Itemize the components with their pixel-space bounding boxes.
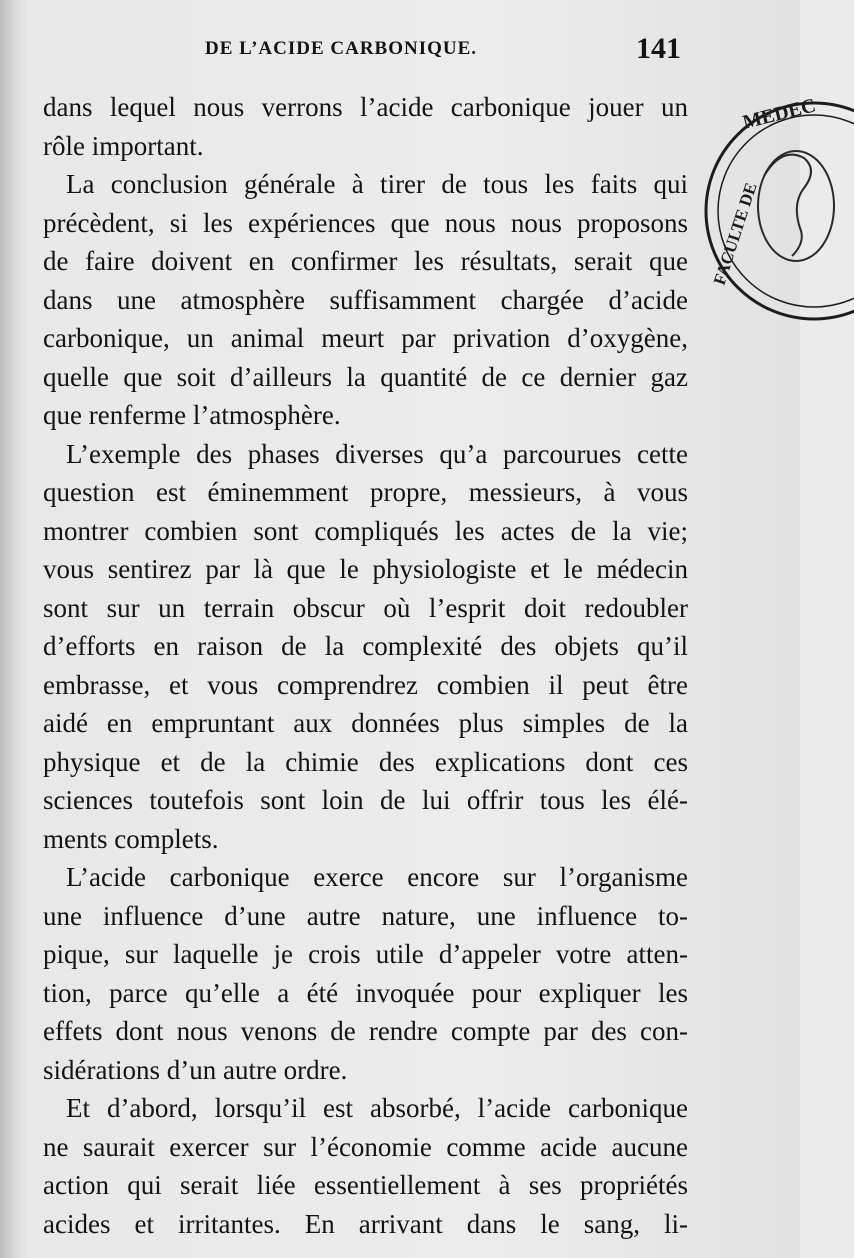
body-text xyxy=(43,88,688,1243)
text-line: sidérations d’un autre ordre. xyxy=(43,1054,348,1085)
text-line: Et d’abord, lorsqu’il est absorbé, l’acide carbonique xyxy=(66,1093,688,1123)
text-line: ments complets. xyxy=(43,823,219,854)
text-line: aidé en empruntant aux données plus simples de la xyxy=(43,708,688,738)
text-line: d’efforts en raison de la complexité des objets qu’il xyxy=(43,631,688,661)
stamp-text-top: MEDEC xyxy=(740,94,819,134)
text-line: action qui serait liée essentiellement à ses propriétés xyxy=(43,1170,688,1200)
text-line: carbonique, un animal meurt par privation d’oxygène, xyxy=(43,323,688,353)
text-line: effets dont nous venons de rendre compte par des con- xyxy=(43,1016,688,1046)
text-line: montrer combien sont compliqués les actes de la vie; xyxy=(43,515,688,546)
text-line: dans une atmosphère suffisamment chargée d’acide xyxy=(43,284,688,315)
text-line: question est éminemment propre, messieurs, à vous xyxy=(43,477,688,507)
text-line: précèdent, si les expériences que nous nous proposons xyxy=(43,207,688,238)
library-stamp xyxy=(704,96,854,326)
text-line: L’acide carbonique exerce encore sur l’organisme xyxy=(66,862,688,892)
text-line: dans lequel nous verrons l’acide carbonique jouer un xyxy=(43,92,688,122)
text-line: tion, parce qu’elle a été invoquée pour expliquer les xyxy=(43,977,688,1008)
text-line: quelle que soit d’ailleurs la quantité de ce dernier gaz xyxy=(43,361,688,392)
text-line: L’exemple des phases diverses qu’a parcourues cette xyxy=(66,438,688,469)
text-line: sciences toutefois sont loin de lui offrir tous les élé- xyxy=(43,785,688,815)
page-header xyxy=(0,34,800,74)
text-line: pique, sur laquelle je crois utile d’appeler votre atten- xyxy=(43,939,688,969)
running-title: DE L’ACIDE CARBONIQUE. xyxy=(205,38,478,59)
text-line: une influence d’une autre nature, une influence to- xyxy=(43,900,688,931)
stamp-text-side: FACULTE DE xyxy=(709,180,761,288)
text-line: rôle important. xyxy=(43,130,204,161)
text-line: acides et irritantes. En arrivant dans le sang, li- xyxy=(43,1208,688,1239)
text-line: que renferme l’atmosphère. xyxy=(43,400,341,430)
text-line: embrasse, et vous comprendrez combien il peut être xyxy=(43,669,688,700)
text-line: La conclusion générale à tirer de tous les faits qui xyxy=(66,169,688,199)
text-line: physique et de la chimie des explications dont ces xyxy=(43,746,688,777)
page-number: 141 xyxy=(636,32,681,65)
page-spine-shadow xyxy=(0,0,14,1258)
text-line: de faire doivent en confirmer les résultats, serait que xyxy=(43,246,688,276)
text-line: vous sentirez par là que le physiologiste et le médecin xyxy=(43,554,688,584)
text-line: sont sur un terrain obscur où l’esprit doit redoubler xyxy=(43,592,688,623)
text-line: ne saurait exercer sur l’économie comme acide aucune xyxy=(43,1131,688,1162)
